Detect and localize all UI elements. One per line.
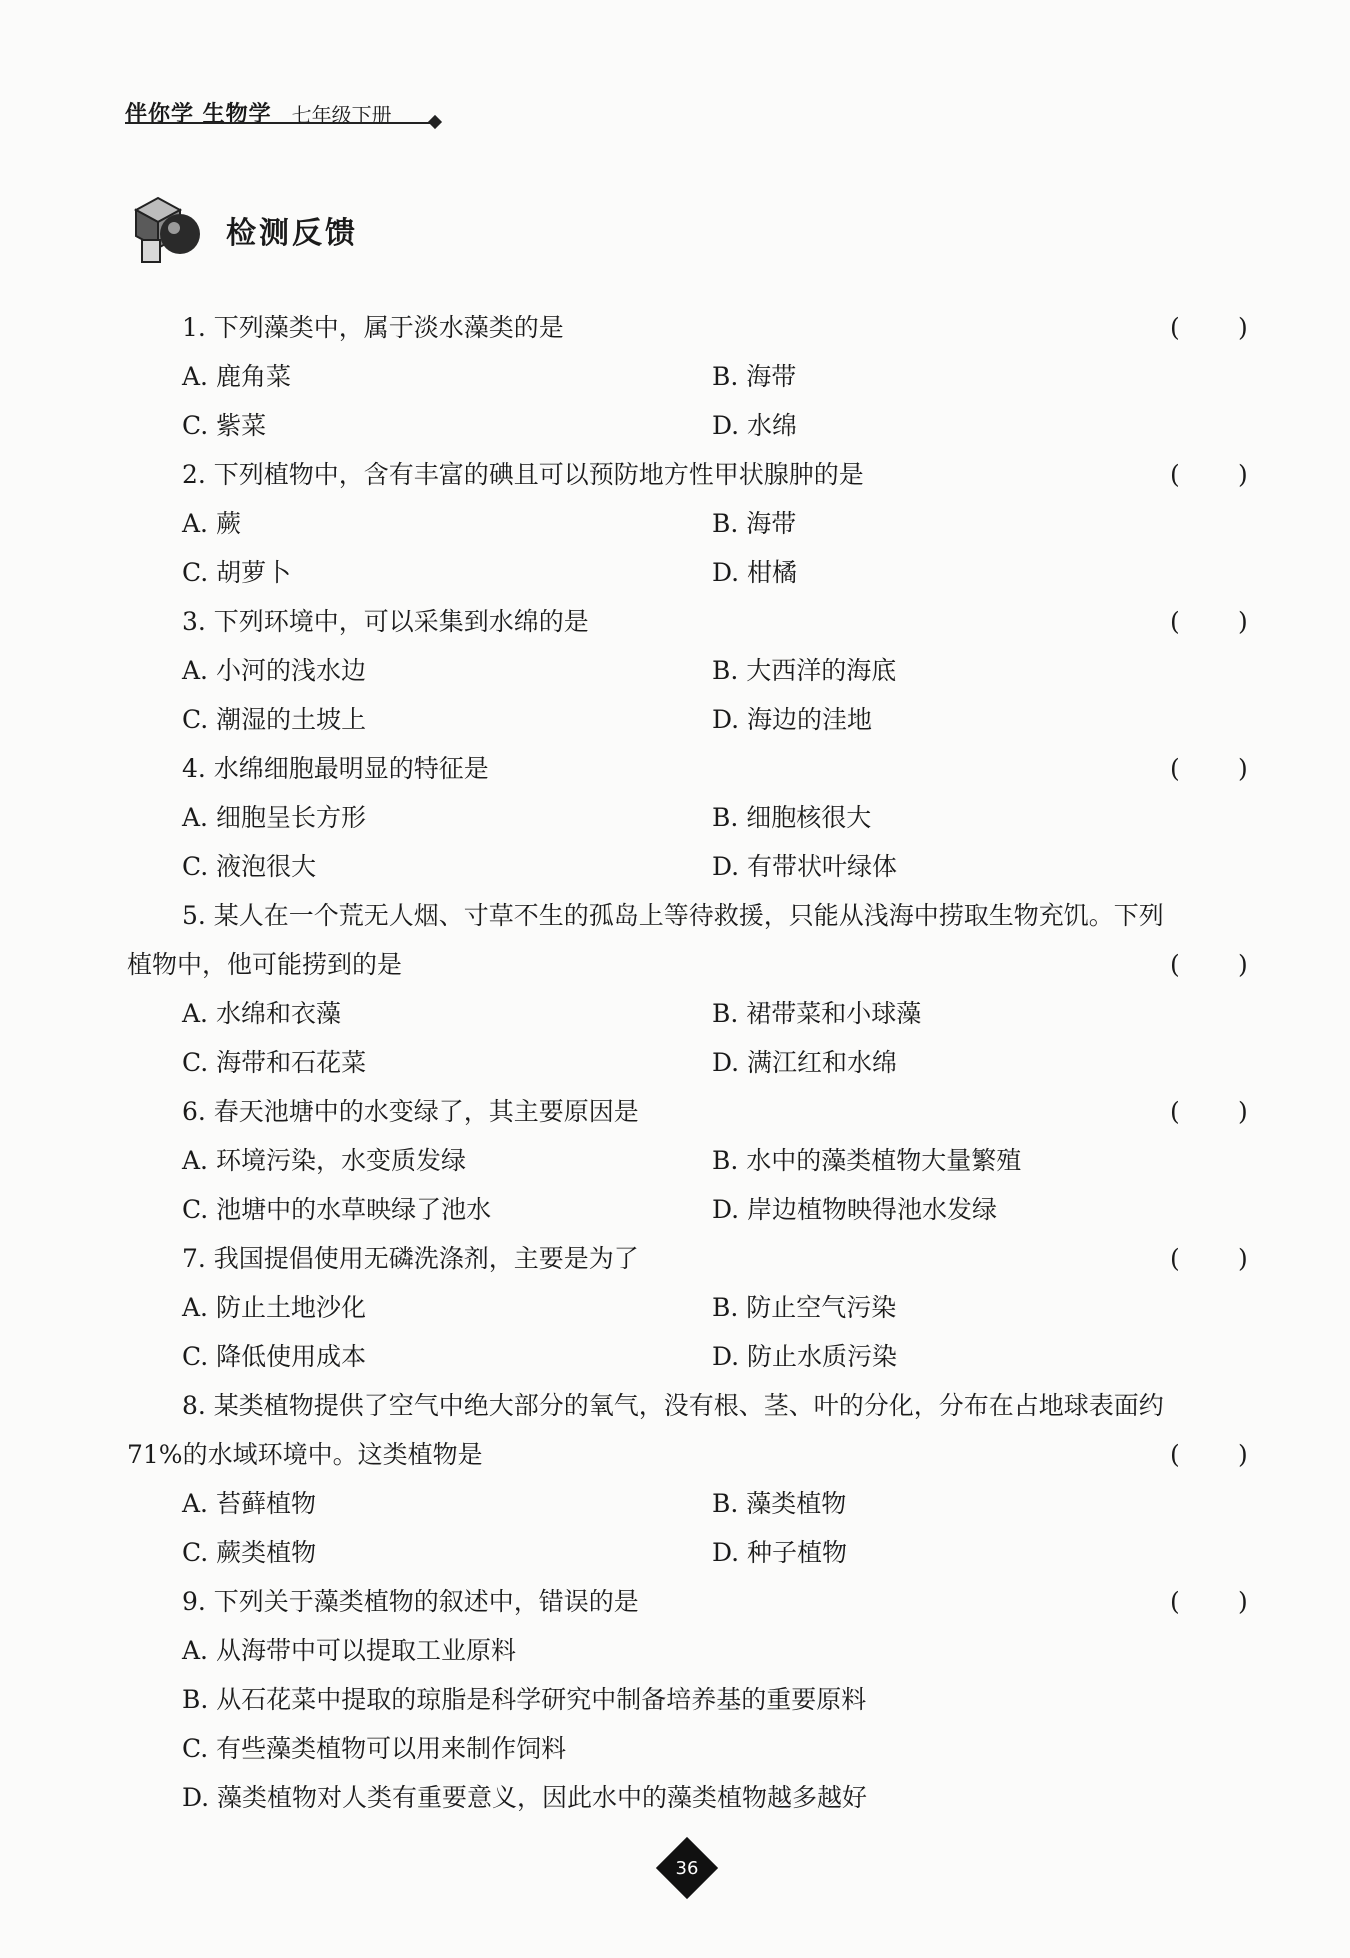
answer-open-paren: ( xyxy=(1170,1587,1180,1616)
question-3-option-a: A. 小河的浅水边 xyxy=(182,656,366,685)
question-1-option-a: A. 鹿角菜 xyxy=(182,362,291,391)
answer-open-paren: ( xyxy=(1170,607,1180,636)
question-5-option-c: C. 海带和石花菜 xyxy=(182,1048,367,1077)
answer-open-paren: ( xyxy=(1170,313,1180,342)
question-8-option-b: B. 藻类植物 xyxy=(712,1489,847,1518)
page-number: 36 xyxy=(675,1857,699,1879)
question-8-stem-continued: 71%的水域环境中。这类植物是 xyxy=(127,1440,483,1469)
question-5-option-d: D. 满江红和水绵 xyxy=(712,1048,898,1077)
question-1-option-c: C. 紫菜 xyxy=(182,411,267,440)
question-2-option-d: D. 柑橘 xyxy=(712,558,798,587)
question-4-option-b: B. 细胞核很大 xyxy=(712,803,872,832)
section-title: 检测反馈 xyxy=(226,216,358,251)
question-9-option-c: C. 有些藻类植物可以用来制作饲料 xyxy=(182,1734,567,1763)
question-5-option-b: B. 裙带菜和小球藻 xyxy=(712,999,922,1028)
book-brand: 伴你学 生物学 xyxy=(125,102,272,127)
answer-close-paren: ) xyxy=(1238,1244,1248,1273)
section-heading xyxy=(128,190,358,270)
answer-open-paren: ( xyxy=(1170,950,1180,979)
question-1-stem: 1. 下列藻类中，属于淡水藻类的是 xyxy=(182,313,564,342)
question-7-option-c: C. 降低使用成本 xyxy=(182,1342,367,1371)
question-5-stem-continued: 植物中，他可能捞到的是 xyxy=(127,950,403,979)
question-3-option-c: C. 潮湿的土坡上 xyxy=(182,705,367,734)
question-8-option-a: A. 苔藓植物 xyxy=(182,1489,316,1518)
question-3-stem: 3. 下列环境中，可以采集到水绵的是 xyxy=(182,607,589,636)
answer-open-paren: ( xyxy=(1170,1440,1180,1469)
answer-close-paren: ) xyxy=(1238,1097,1248,1126)
question-7-option-b: B. 防止空气污染 xyxy=(712,1293,897,1322)
question-7-option-a: A. 防止土地沙化 xyxy=(182,1293,366,1322)
header-rule xyxy=(125,122,437,124)
question-4-option-c: C. 液泡很大 xyxy=(182,852,317,881)
question-9-stem: 9. 下列关于藻类植物的叙述中，错误的是 xyxy=(182,1587,639,1616)
question-6-option-a: A. 环境污染，水变质发绿 xyxy=(182,1146,466,1175)
answer-close-paren: ) xyxy=(1238,1587,1248,1616)
question-2-option-b: B. 海带 xyxy=(712,509,797,538)
question-5-stem: 5. 某人在一个荒无人烟、寸草不生的孤岛上等待救援，只能从浅海中捞取生物充饥。下列 xyxy=(182,901,1164,930)
question-1-option-b: B. 海带 xyxy=(712,362,797,391)
answer-open-paren: ( xyxy=(1170,460,1180,489)
cube-icon xyxy=(128,190,204,270)
question-6-stem: 6. 春天池塘中的水变绿了，其主要原因是 xyxy=(182,1097,639,1126)
question-4-option-a: A. 细胞呈长方形 xyxy=(182,803,366,832)
answer-close-paren: ) xyxy=(1238,1440,1248,1469)
question-8-stem: 8. 某类植物提供了空气中绝大部分的氧气，没有根、茎、叶的分化，分布在占地球表面约 xyxy=(182,1391,1164,1420)
question-6-option-c: C. 池塘中的水草映绿了池水 xyxy=(182,1195,492,1224)
question-4-stem: 4. 水绵细胞最明显的特征是 xyxy=(182,754,489,783)
question-2-stem: 2. 下列植物中，含有丰富的碘且可以预防地方性甲状腺肿的是 xyxy=(182,460,864,489)
answer-open-paren: ( xyxy=(1170,1244,1180,1273)
question-6-option-b: B. 水中的藻类植物大量繁殖 xyxy=(712,1146,1022,1175)
question-5-option-a: A. 水绵和衣藻 xyxy=(182,999,341,1028)
question-8-option-d: D. 种子植物 xyxy=(712,1538,848,1567)
question-3-option-d: D. 海边的洼地 xyxy=(712,705,873,734)
question-4-option-d: D. 有带状叶绿体 xyxy=(712,852,898,881)
question-7-stem: 7. 我国提倡使用无磷洗涤剂，主要是为了 xyxy=(182,1244,639,1273)
question-8-option-c: C. 蕨类植物 xyxy=(182,1538,317,1567)
answer-open-paren: ( xyxy=(1170,1097,1180,1126)
question-3-option-b: B. 大西洋的海底 xyxy=(712,656,897,685)
answer-close-paren: ) xyxy=(1238,950,1248,979)
question-1-option-d: D. 水绵 xyxy=(712,411,798,440)
answer-close-paren: ) xyxy=(1238,754,1248,783)
question-9-option-b: B. 从石花菜中提取的琼脂是科学研究中制备培养基的重要原料 xyxy=(182,1685,867,1714)
question-6-option-d: D. 岸边植物映得池水发绿 xyxy=(712,1195,998,1224)
answer-close-paren: ) xyxy=(1238,607,1248,636)
question-7-option-d: D. 防止水质污染 xyxy=(712,1342,898,1371)
answer-close-paren: ) xyxy=(1238,313,1248,342)
header-diamond-icon xyxy=(428,115,442,129)
book-grade: 七年级下册 xyxy=(291,103,392,127)
question-2-option-c: C. 胡萝卜 xyxy=(182,558,292,587)
answer-open-paren: ( xyxy=(1170,754,1180,783)
question-2-option-a: A. 蕨 xyxy=(182,509,241,538)
question-9-option-d: D. 藻类植物对人类有重要意义，因此水中的藻类植物越多越好 xyxy=(182,1783,868,1812)
answer-close-paren: ) xyxy=(1238,460,1248,489)
question-9-option-a: A. 从海带中可以提取工业原料 xyxy=(182,1636,516,1665)
